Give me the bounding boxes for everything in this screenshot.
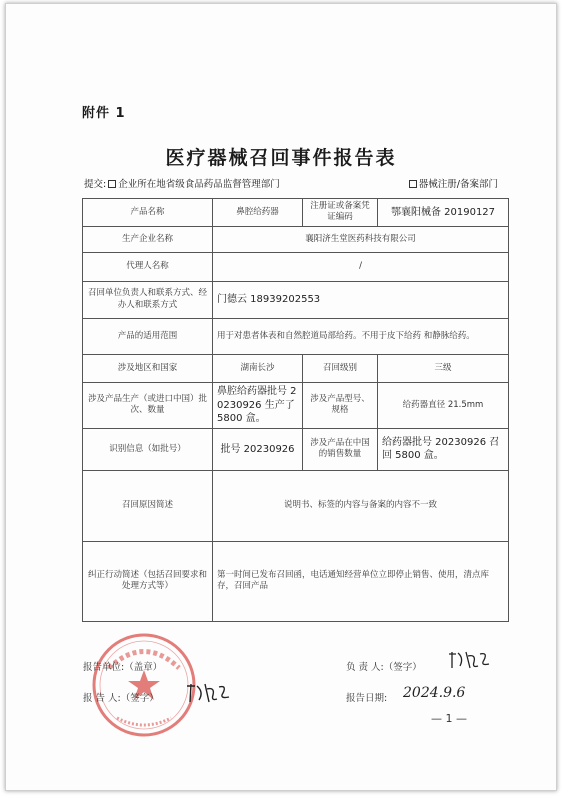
page-title: 医疗器械召回事件报告表 xyxy=(165,147,397,169)
checkbox-registration[interactable] xyxy=(409,180,417,188)
table-row xyxy=(83,226,509,252)
reason: 说明书、标签的内容与备案的内容不一致 xyxy=(213,470,509,541)
reg-no: 鄂襄阳械备 20190127 xyxy=(378,199,509,227)
submit-left-option: 企业所在地省级食品药品监督管理部门 xyxy=(118,179,280,190)
manufacturer: 襄阳济生堂医药科技有限公司 xyxy=(213,226,509,252)
reporter-label: 报 告 人:（签字） xyxy=(83,693,159,704)
report-table xyxy=(82,198,509,622)
submit-right xyxy=(407,176,498,190)
model-label: 涉及产品型号、规格 xyxy=(303,382,378,428)
action-label: 纠正行动简述（包括召回要求和处理方式等） xyxy=(83,541,213,621)
region-label: 涉及地区和国家 xyxy=(83,354,213,382)
level-label: 召回级别 xyxy=(303,354,378,382)
table-row xyxy=(83,382,509,428)
table-row xyxy=(83,354,509,382)
page-number: — 1 — xyxy=(431,712,467,725)
table-row xyxy=(83,252,509,281)
table-row xyxy=(83,318,509,354)
agent: / xyxy=(213,252,509,281)
level: 三级 xyxy=(378,354,509,382)
submit-left xyxy=(84,176,280,190)
submit-right-option: 器械注册/备案部门 xyxy=(418,179,498,190)
batch: 鼻腔给药器批号 20230926 生产了 5800 盒。 xyxy=(213,382,303,428)
region: 湖南长沙 xyxy=(213,354,303,382)
action: 第一时间已发布召回函，电话通知经营单位立即停止销售、使用，清点库存，召回产品 xyxy=(213,541,509,621)
table-row xyxy=(83,428,509,470)
responsible-signature xyxy=(446,648,492,672)
report-unit-label: 报告单位:（盖章） xyxy=(83,662,163,673)
contact-label: 召回单位负责人和联系方式、经办人和联系方式 xyxy=(83,281,213,318)
manufacturer-label: 生产企业名称 xyxy=(83,226,213,252)
table-row xyxy=(83,199,509,227)
sales: 给药器批号 20230926 召回 5800 盒。 xyxy=(378,428,509,470)
appendix-label: 附件 1 xyxy=(82,106,126,121)
company-seal xyxy=(89,630,199,740)
table-row xyxy=(83,470,509,541)
table-row xyxy=(83,281,509,318)
product-name-label: 产品名称 xyxy=(83,199,213,227)
scope: 用于对患者体表和自然腔道局部给药。不用于皮下给药 和静脉给药。 xyxy=(213,318,509,354)
model: 给药器直径 21.5mm xyxy=(378,382,509,428)
reporter-signature xyxy=(184,680,232,706)
scope-label: 产品的适用范围 xyxy=(83,318,213,354)
submit-label: 提交: xyxy=(84,179,107,190)
submit-row xyxy=(84,176,498,190)
document-page xyxy=(5,3,557,791)
id-value: 批号 20230926 xyxy=(213,428,303,470)
batch-label: 涉及产品生产（或进口中国）批次、数量 xyxy=(83,382,213,428)
responsible-label: 负 责 人:（签字） xyxy=(346,662,422,673)
agent-label: 代理人名称 xyxy=(83,252,213,281)
table-row xyxy=(83,541,509,621)
contact: 门德云 18939202553 xyxy=(213,281,509,318)
id-label: 识别信息（如批号） xyxy=(83,428,213,470)
product-name: 鼻腔给药器 xyxy=(213,199,303,227)
checkbox-provincial[interactable] xyxy=(108,180,116,188)
sales-label: 涉及产品在中国的销售数量 xyxy=(303,428,378,470)
reason-label: 召回原因简述 xyxy=(83,470,213,541)
report-date: 2024.9.6 xyxy=(403,685,466,701)
report-date-label: 报告日期: xyxy=(346,693,388,704)
reg-no-label: 注册证或备案凭证编码 xyxy=(303,199,378,227)
